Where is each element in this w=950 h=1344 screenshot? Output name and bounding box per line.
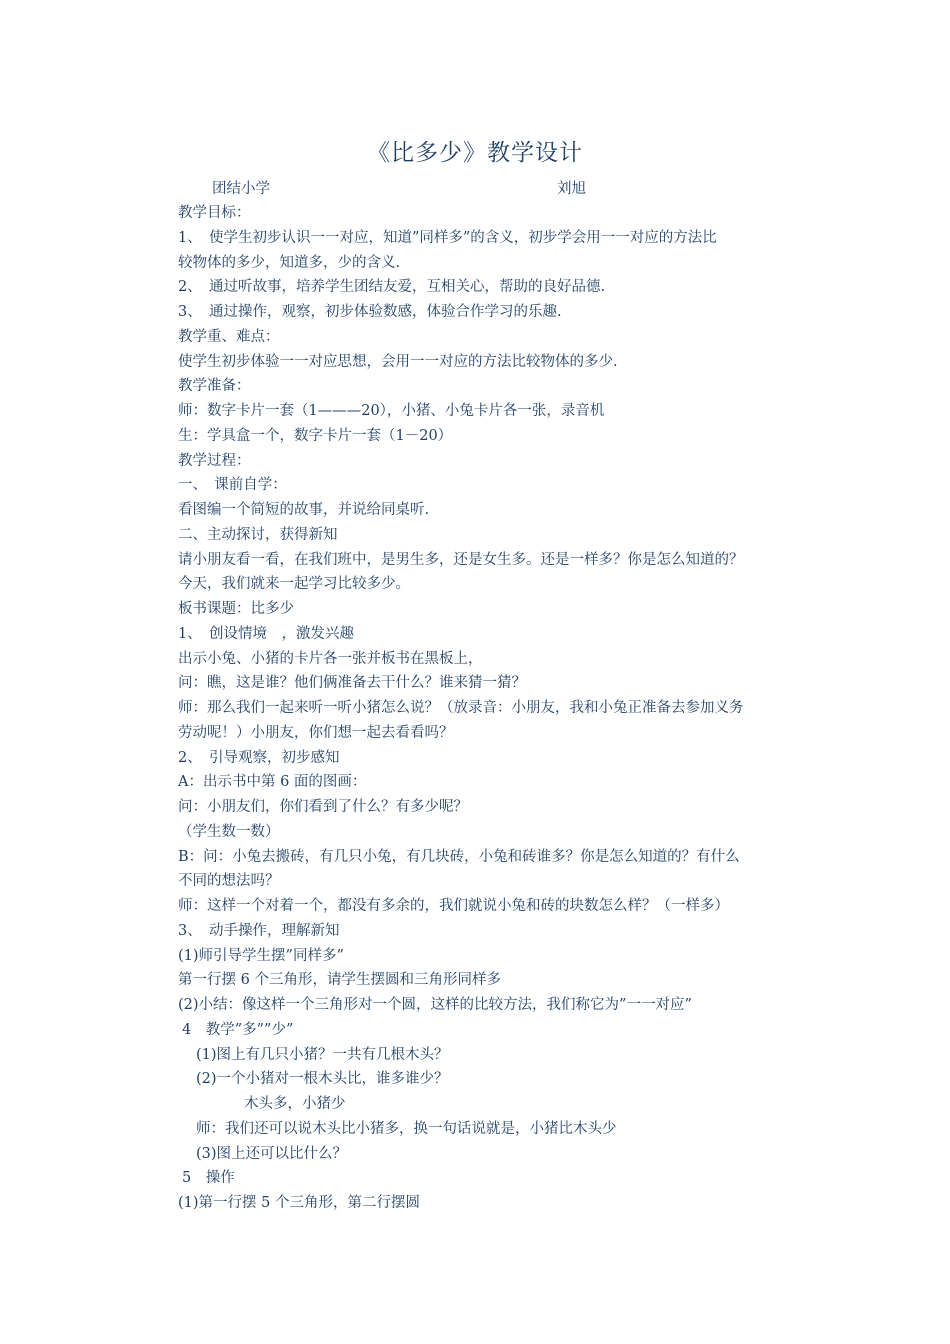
school-name: 团结小学 [212,181,270,197]
section-heading-objectives: 教学目标： [178,205,251,221]
paragraph-line: 不同的想法吗？ [178,873,280,890]
document-title: 《比多少》教学设计 [367,140,583,166]
paragraph-line: 第一行摆 6 个三角形，请学生摆圆和三角形同样多 [178,972,501,989]
paragraph-line: (1)师引导学生摆”同样多” [178,947,344,964]
paragraph-line: A：出示书中第 6 面的图画： [178,774,367,791]
paragraph-line: 出示小兔、小猪的卡片各一张并板书在黑板上， [178,650,483,667]
paragraph-line: B：问：小兔去搬砖，有几只小兔，有几块砖，小兔和砖谁多？你是怎么知道的？有什么 [178,848,740,865]
paragraph-line: 今天，我们就来一起学习比较多少。 [178,576,410,593]
section-heading-key-points: 教学重、难点： [178,328,280,345]
subsection-heading: 1、 创设情境 ，激发兴趣 [178,625,354,642]
paragraph-line: 劳动呢！）小朋友，你们想一起去看看吗？ [178,724,454,741]
section-heading-preparation: 教学准备： [178,378,251,395]
paragraph-line: (3)图上还可以比什么？ [196,1145,348,1162]
paragraph-line: 问：小朋友们，你们看到了什么？有多少呢？ [178,799,468,815]
paragraph-line: 木头多，小猪少 [244,1096,346,1112]
key-points-text: 使学生初步体验一一对应思想，会用一一对应的方法比较物体的多少. [178,353,618,370]
subsection-heading: 3、 动手操作，理解新知 [178,922,340,939]
author-row [0,177,950,199]
paragraph-line: 问：瞧，这是谁？他们俩准备去干什么？谁来猜一猜？ [178,675,526,692]
paragraph-line: 师：我们还可以说木头比小猪多，换一句话说就是，小猪比木头少 [196,1120,617,1137]
preparation-teacher: 师：数字卡片一套（1———20），小猪、小兔卡片各一张，录音机 [178,403,605,419]
subsection-heading: 2、 引导观察，初步感知 [178,749,340,766]
section-heading-process: 教学过程： [178,452,251,469]
process-step-1-text: 看图编一个简短的故事，并说给同桌听. [178,502,430,518]
paragraph-line: (1)第一行摆 5 个三角形，第二行摆圆 [178,1195,420,1211]
subsection-heading: 5 操作 [182,1170,235,1187]
paragraph-line: 板书课题：比多少 [178,601,294,617]
paragraph-line: （学生数一数） [178,823,280,840]
objective-3: 3、 通过操作，观察，初步体验数感，体验合作学习的乐趣. [178,304,562,320]
process-step-1-heading: 一、 课前自学： [178,477,287,494]
paragraph-line: (2)小结：像这样一个三角形对一个圆，这样的比较方法，我们称它为”一一对应” [178,997,692,1013]
paragraph-line: 师：那么我们一起来听一听小猪怎么说？（放录音：小朋友，我和小兔正准备去参加义务 [178,700,744,716]
paragraph-line: 师：这样一个对着一个，都没有多余的，我们就说小兔和砖的块数怎么样？（一样多） [178,898,729,914]
process-step-2-heading: 二、主动探讨，获得新知 [178,526,338,543]
author-name: 刘旭 [557,181,586,197]
paragraph-line: (2)一个小猪对一根木头比，谁多谁少？ [196,1071,449,1088]
subsection-heading: 4 教学”多””少” [182,1021,294,1038]
document-body [178,201,818,1216]
preparation-student: 生：学具盒一个，数字卡片一套（1－20） [178,427,453,444]
objective-2: 2、 通过听故事，培养学生团结友爱，互相关心，帮助的良好品德. [178,279,606,296]
objective-1-line-1: 1、 使学生初步认识一一对应，知道”同样多”的含义，初步学会用一一对应的方法比 [178,229,717,246]
objective-1-line-2: 较物体的多少，知道多，少的含义. [178,254,401,271]
paragraph-line: 请小朋友看一看，在我们班中，是男生多，还是女生多。还是一样多？你是怎么知道的？ [178,551,744,568]
paragraph-line: (1)图上有几只小猪？一共有几根木头？ [196,1046,449,1063]
